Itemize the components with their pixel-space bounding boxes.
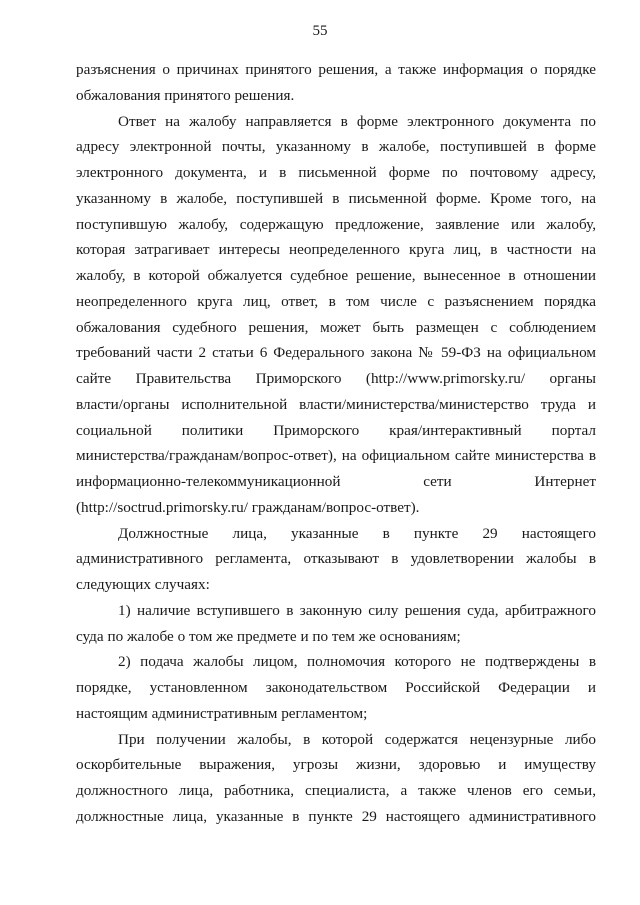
text-line: следующих случаях: bbox=[76, 576, 210, 593]
text-line: При получении жалобы, в которой содержатся нецензурные либо bbox=[118, 730, 596, 748]
text-line: указанному в жалобе, поступившей в письменной форме. Кроме того, на bbox=[76, 189, 596, 207]
text-line: которая затрагивает интересы неопределенного круга лиц, в частности на bbox=[76, 241, 596, 259]
text-line: поступившую жалобу, содержащую предложение, заявление или жалобу, bbox=[76, 215, 596, 233]
text-line: требований части 2 статьи 6 Федерального закона № 59-ФЗ на официальном bbox=[76, 344, 596, 362]
text-line: Должностные лица, указанные в пункте 29 настоящего bbox=[118, 524, 596, 542]
text-line: жалобу, в которой обжалуется судебное решение, вынесенное в отношении bbox=[76, 267, 596, 284]
text-line: адресу электронной почты, указанному в жалобе, поступившей в форме bbox=[76, 138, 596, 156]
text-line: должностного лица, работника, специалиста, а также членов его семьи, bbox=[76, 782, 596, 799]
text-line: информационно-телекоммуникационной сети Интернет bbox=[76, 473, 596, 490]
text-line: разъяснения о причинах принятого решения, а также информация о порядке bbox=[76, 61, 596, 78]
text-line: социальной политики Приморского края/интерактивный портал bbox=[76, 421, 596, 439]
text-line: 2) подача жалобы лицом, полномочия которого не подтверждены в bbox=[118, 653, 596, 671]
document-body bbox=[76, 57, 596, 830]
text-line: должностные лица, указанные в пункте 29 настоящего административного bbox=[76, 807, 596, 825]
text-line: Ответ на жалобу направляется в форме электронного документа по bbox=[118, 112, 596, 130]
text-line: электронного документа, и в письменной форме по почтовому адресу, bbox=[76, 164, 596, 181]
text-line: 1) наличие вступившего в законную силу решения суда, арбитражного bbox=[118, 601, 596, 619]
text-line: сайте Правительства Приморского (http://www.primorsky.ru/ органы bbox=[76, 370, 596, 387]
text-line: неопределенного круга лиц, ответ, в том числе с разъяснением порядка bbox=[76, 292, 596, 310]
text-line: настоящим административным регламентом; bbox=[76, 704, 368, 722]
text-line: власти/органы исполнительной власти/министерства/министерство труда и bbox=[76, 395, 596, 413]
text-line: оскорбительные выражения, угрозы жизни, здоровью и имуществу bbox=[76, 756, 596, 774]
page-number: 55 bbox=[312, 23, 328, 39]
text-line: административного регламента, отказывают в удовлетворении жалобы в bbox=[76, 550, 596, 568]
text-line: (http://soctrud.primorsky.ru/ гражданам/вопрос-ответ). bbox=[76, 498, 420, 516]
text-line: обжалования судебного решения, может быть размещен с соблюдением bbox=[76, 318, 596, 336]
text-line: обжалования принятого решения. bbox=[76, 86, 295, 104]
text-line: министерства/гражданам/вопрос-ответ), на официальном сайте министерства в bbox=[76, 447, 596, 465]
text-line: порядке, установленном законодательством Российской Федерации и bbox=[76, 679, 596, 696]
text-line: суда по жалобе о том же предмете и по тем же основаниям; bbox=[76, 627, 461, 645]
